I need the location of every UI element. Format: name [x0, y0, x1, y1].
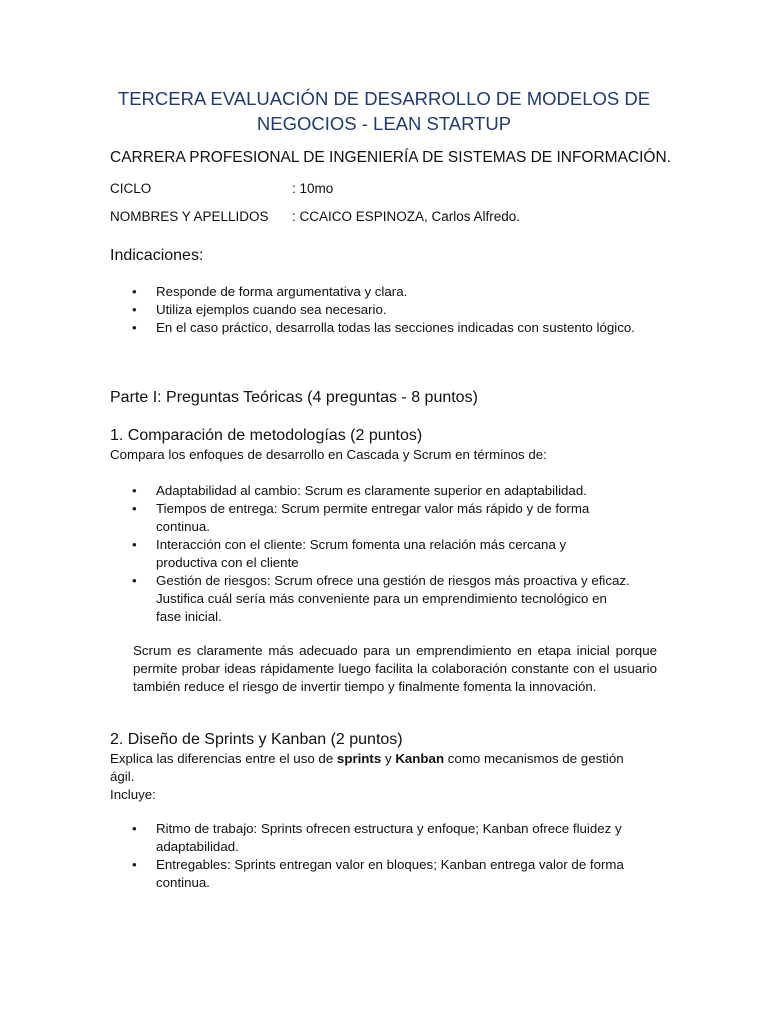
bullet-icon: • — [132, 483, 137, 498]
indicaciones-list — [110, 283, 635, 337]
part1-heading: Parte I: Preguntas Teóricas (4 preguntas - 8 puntos) — [110, 389, 478, 406]
bullet-icon: • — [132, 537, 137, 552]
q2-intro: Explica las diferencias entre el uso de sprints y Kanban como mecanismos de gestión ágil. — [110, 751, 624, 784]
bullet-icon: • — [132, 821, 137, 836]
q1-heading: 1. Comparación de metodologías (2 puntos) — [110, 427, 423, 444]
list-item: • Responde de forma argumentativa y clara. — [132, 284, 408, 299]
list-item: • Tiempos de entrega: Scrum permite entregar valor más rápido y de forma continua. — [132, 501, 590, 534]
list-item: • Interacción con el cliente: Scrum fomenta una relación más cercana y productiva con el cliente — [132, 537, 567, 570]
list-item: • Entregables: Sprints entregan valor en bloques; Kanban entrega valor de forma continua. — [132, 857, 624, 890]
list-item: • En el caso práctico, desarrolla todas las secciones indicadas con sustento lógico. — [132, 320, 635, 335]
bullet-icon: • — [132, 501, 137, 516]
q2-list — [110, 820, 624, 892]
list-item: • Utiliza ejemplos cuando sea necesario. — [132, 302, 387, 317]
list-item: • Adaptabilidad al cambio: Scrum es claramente superior en adaptabilidad. — [132, 483, 587, 498]
bullet-icon: • — [132, 857, 137, 872]
q2-incluye: Incluye: — [110, 787, 156, 802]
ciclo-value: : 10mo — [292, 181, 334, 196]
indicaciones-heading: Indicaciones: — [110, 247, 204, 264]
career-heading: CARRERA PROFESIONAL DE INGENIERÍA DE SISTEMAS DE INFORMACIÓN. — [110, 149, 671, 166]
nombres-value: : CCAICO ESPINOZA, Carlos Alfredo. — [292, 209, 521, 224]
list-item: • Gestión de riesgos: Scrum ofrece una gestión de riesgos más proactiva y eficaz. Justifica cuál sería más conveniente para un emprendimiento tecnológico en fase inicial. — [132, 573, 630, 624]
list-item: • Ritmo de trabajo: Sprints ofrecen estructura y enfoque; Kanban ofrece fluidez y adaptabilidad. — [132, 821, 622, 854]
bullet-icon: • — [132, 320, 137, 335]
kanban-term: Kanban — [395, 751, 445, 766]
title-line-2: NEGOCIOS - LEAN STARTUP — [256, 113, 512, 134]
nombres-label: NOMBRES Y APELLIDOS — [110, 209, 269, 224]
bullet-icon: • — [132, 302, 137, 317]
ciclo-label: CICLO — [110, 181, 152, 196]
q1-list — [110, 482, 630, 626]
title-line-1: TERCERA EVALUACIÓN DE DESARROLLO DE MODELOS DE — [117, 88, 651, 109]
q1-intro: Compara los enfoques de desarrollo en Cascada y Scrum en términos de: — [110, 447, 547, 462]
bullet-icon: • — [132, 573, 137, 588]
q1-answer: Scrum es claramente más adecuado para un emprendimiento en etapa inicial porque permite probar ideas rápidamente luego facilita la colaboración constante con el usuario también reduce el riesgo de invertir tiempo y finalmente fomenta la innovación. — [133, 643, 657, 694]
q2-heading: 2. Diseño de Sprints y Kanban (2 puntos) — [110, 731, 403, 748]
bullet-icon: • — [132, 284, 137, 299]
document-title — [110, 86, 658, 136]
sprints-term: sprints — [336, 751, 382, 766]
